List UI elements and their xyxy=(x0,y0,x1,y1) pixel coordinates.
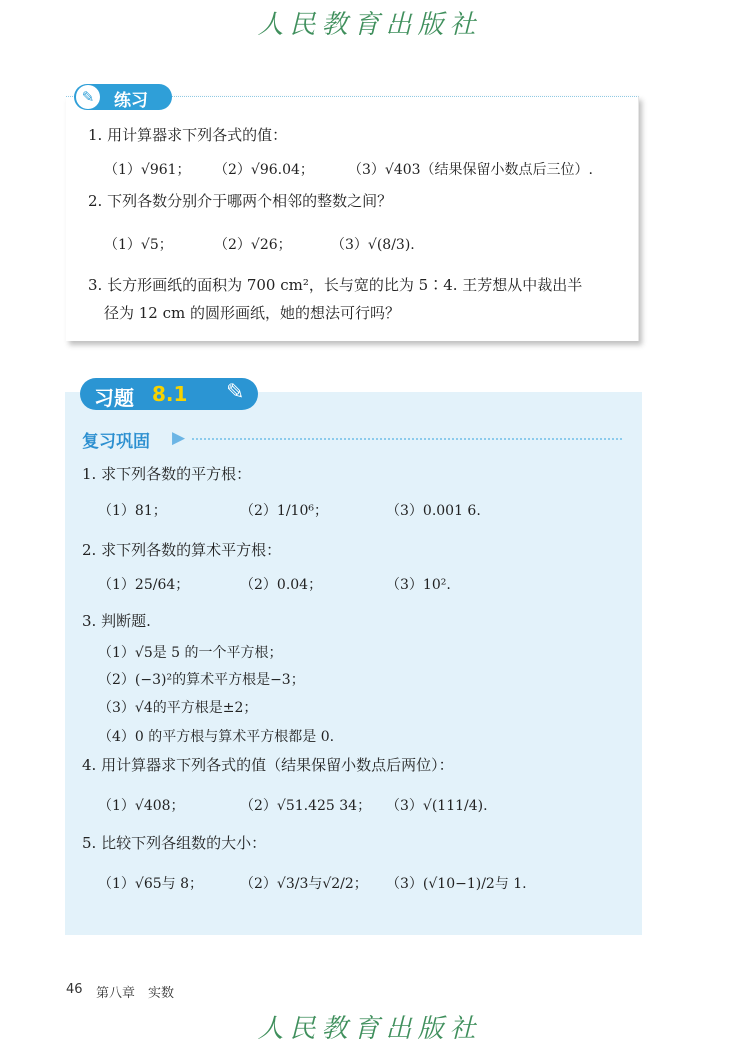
exercise-q3-item-3: （3）√4的平方根是±2； xyxy=(98,700,258,716)
exercise-q2-item-2: （2）0.04； xyxy=(240,577,323,593)
triangle-arrow-icon: ▶ xyxy=(172,428,186,448)
exercise-title: 习题 xyxy=(94,386,134,410)
exercise-q4-item-1: （1）√408； xyxy=(98,798,185,814)
exercise-q5-item-2: （2）√3/3与√2/2； xyxy=(240,876,368,892)
exercise-question-3: 3. 判断题. xyxy=(82,612,151,630)
practice-question-2: 2. 下列各数分别介于哪两个相邻的整数之间？ xyxy=(88,192,393,210)
exercise-q5-item-1: （1）√65与 8； xyxy=(98,876,203,892)
practice-tab-label: 练习 xyxy=(114,91,148,111)
exercise-q1-item-3: （3）0.001 6. xyxy=(386,503,481,519)
chapter-label: 第八章 实数 xyxy=(96,986,175,1001)
exercise-question-5: 5. 比较下列各组数的大小： xyxy=(82,834,267,852)
practice-question-3-line-2: 径为 12 cm 的圆形画纸，她的想法可行吗？ xyxy=(104,304,401,322)
pencil-icon: ✎ xyxy=(226,380,245,405)
practice-q1-item-3: （3）√403（结果保留小数点后三位）. xyxy=(348,162,593,178)
exercise-question-2: 2. 求下列各数的算术平方根： xyxy=(82,541,282,559)
exercise-q4-item-2: （2）√51.425 34； xyxy=(240,798,372,814)
exercise-q3-item-1: （1）√5是 5 的一个平方根； xyxy=(98,645,283,661)
page-number: 46 xyxy=(66,982,83,997)
pencil-badge-icon: ✎ xyxy=(76,85,100,109)
practice-q2-item-2: （2）√26； xyxy=(214,237,292,253)
practice-q2-item-1: （1）√5； xyxy=(104,237,173,253)
practice-tab xyxy=(74,84,172,110)
exercise-question-4: 4. 用计算器求下列各式的值（结果保留小数点后两位）： xyxy=(82,756,454,774)
exercise-q3-item-4: （4）0 的平方根与算术平方根都是 0. xyxy=(98,729,335,745)
exercise-q3-item-2: （2）(−3)²的算术平方根是−3； xyxy=(98,672,305,688)
exercise-q4-item-3: （3）√(111/4). xyxy=(386,798,488,814)
exercise-q5-item-3: （3）(√10−1)/2与 1. xyxy=(386,876,527,892)
practice-question-1: 1. 用计算器求下列各式的值： xyxy=(88,126,288,144)
exercise-q2-item-1: （1）25/64； xyxy=(98,577,190,593)
practice-q2-item-3: （3）√(8/3). xyxy=(331,237,415,253)
exercise-q1-item-1: （1）81； xyxy=(98,503,167,519)
practice-question-3-line-1: 3. 长方形画纸的面积为 700 cm²，长与宽的比为 5∶4. 王芳想从中裁出半 xyxy=(88,276,583,294)
exercise-tab xyxy=(80,378,258,410)
practice-q1-item-2: （2）√96.04； xyxy=(214,162,314,178)
exercise-q2-item-3: （3）10². xyxy=(386,577,451,593)
exercise-number: 8.1 xyxy=(152,382,188,406)
dotted-divider xyxy=(192,438,622,440)
publisher-logo-top: 人民教育出版社 xyxy=(257,10,482,40)
exercise-q1-item-2: （2）1/10⁶； xyxy=(240,503,328,519)
section-heading: 复习巩固 xyxy=(82,432,150,452)
publisher-logo-bottom: 人民教育出版社 xyxy=(257,1014,482,1044)
practice-q1-item-1: （1）√961； xyxy=(104,162,191,178)
exercise-question-1: 1. 求下列各数的平方根： xyxy=(82,465,252,483)
